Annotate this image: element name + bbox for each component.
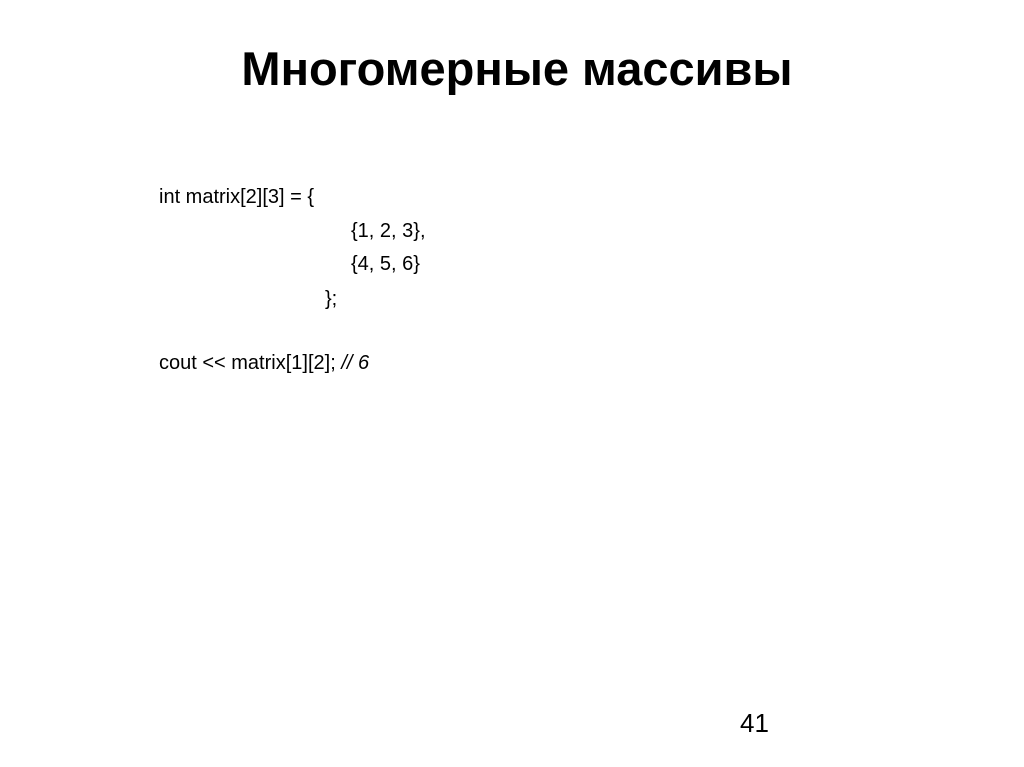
code-line-row1: {1, 2, 3}, [351, 220, 426, 242]
code-statement-text: cout << matrix[1][2]; [159, 352, 342, 374]
code-line-declaration: int matrix[2][3] = { [159, 186, 315, 208]
code-comment: // 6 [341, 352, 370, 374]
code-line-row2: {4, 5, 6} [351, 253, 420, 275]
page-number: 41 [740, 708, 769, 738]
slide-title: Многомерные массивы [241, 42, 793, 95]
code-line-statement [159, 350, 369, 376]
code-line-closing: }; [325, 288, 338, 310]
